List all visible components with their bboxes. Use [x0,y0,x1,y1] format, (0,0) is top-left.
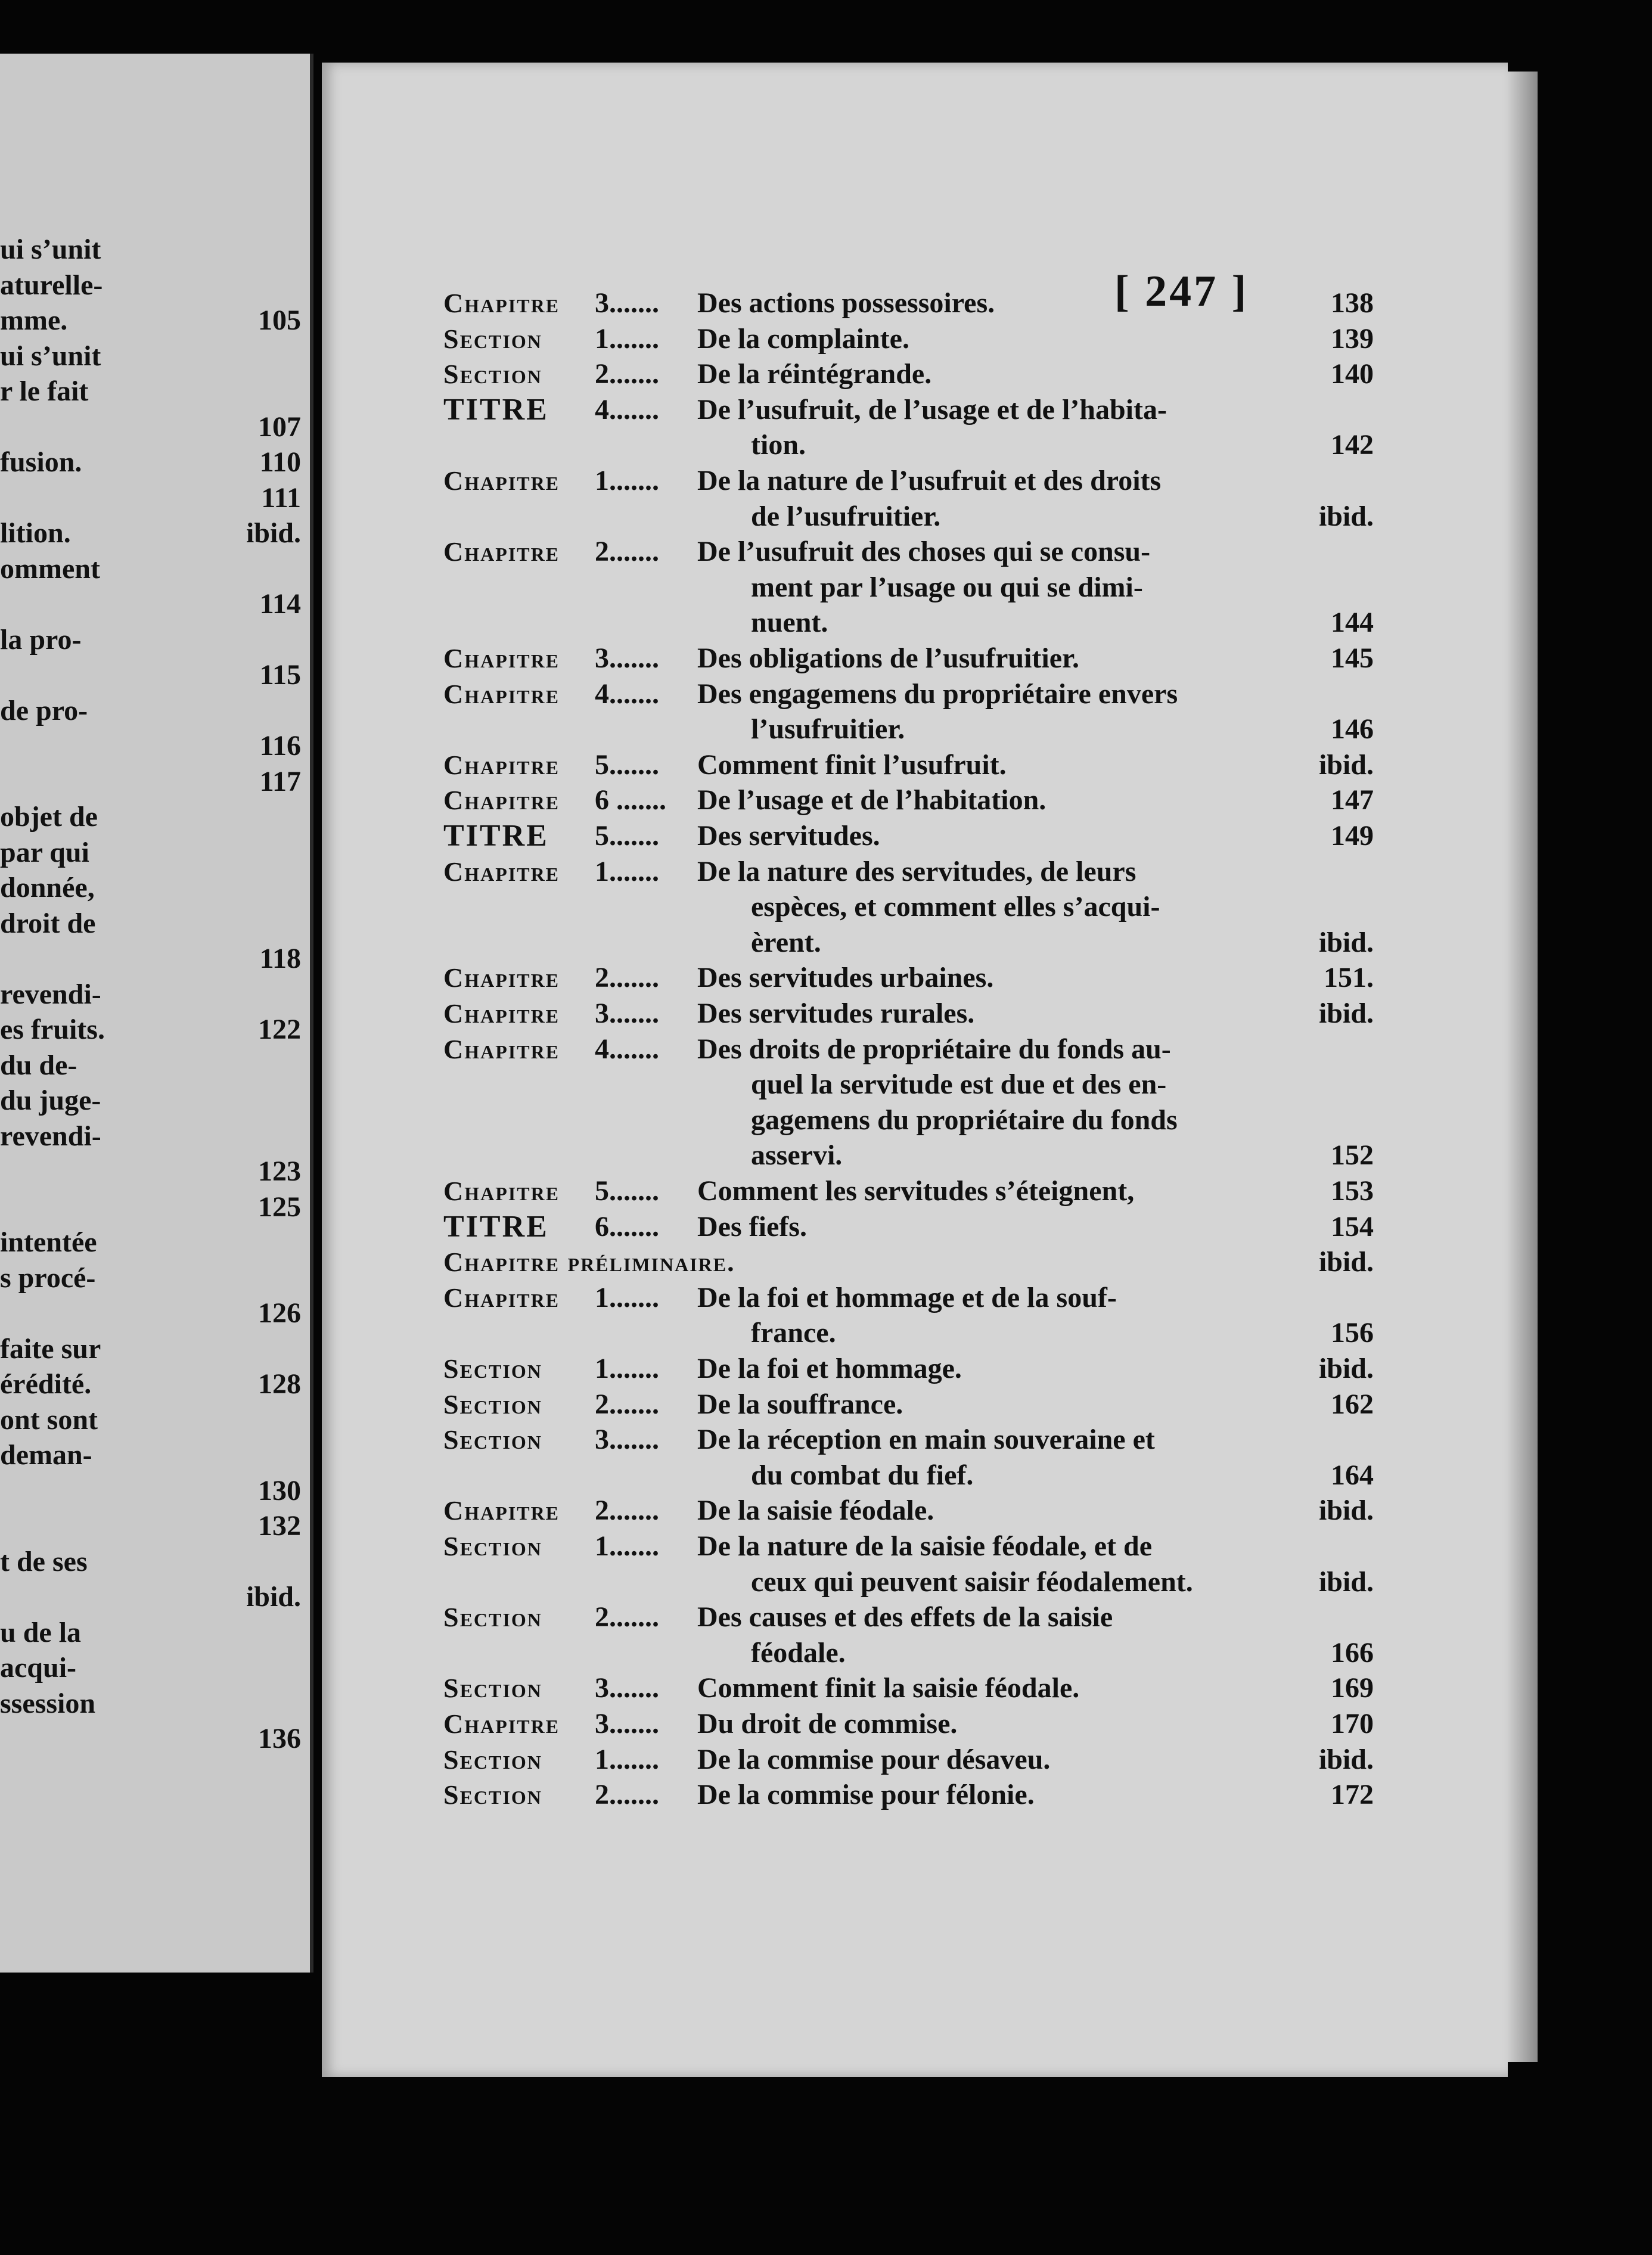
toc-entry-page: ibid. [1318,1246,1374,1278]
left-page-line-page: 122 [258,1014,301,1045]
toc-entry [322,464,1508,498]
left-page-line-page: 116 [259,730,301,762]
left-page-line [0,268,301,303]
left-page-line [0,835,301,870]
left-page-line [0,729,301,763]
toc-entry-page: 139 [1331,322,1374,355]
page-edge [1508,72,1538,2062]
toc-entry-label: Chapitre préliminaire. [443,1247,735,1278]
toc-entry-title: Du droit de commise. [697,1708,958,1740]
toc-entry-title: nuent. [751,607,828,639]
left-page-line-text: par qui [0,836,89,868]
toc-entry [322,286,1508,321]
toc-entry-number: 3....... [595,998,659,1029]
left-page-line-text: u de la [0,1616,82,1648]
toc-entry-title: Des engagemens du propriétaire envers [697,678,1178,710]
toc-entry-number: 4....... [595,678,659,710]
left-page-line [0,1048,301,1083]
toc-entry [322,1493,1508,1528]
left-page-line-text: t de ses [0,1545,88,1577]
toc-entry-number: 3....... [595,1672,659,1704]
toc-entry [322,783,1508,818]
toc-entry-title: du combat du fief. [751,1459,974,1491]
left-page-line-text: érédité. [0,1368,92,1400]
left-page-line-text: la pro- [0,623,82,656]
left-page-line [0,1651,301,1685]
toc-entry-page: 153 [1331,1175,1374,1207]
toc-entry [322,1067,1508,1102]
left-page-line-text: acqui- [0,1652,77,1684]
toc-entry-number: 2....... [595,536,659,568]
toc-entry [322,996,1508,1031]
toc-entry-label: TITRE [443,1209,549,1244]
toc-entry [322,1281,1508,1315]
toc-entry-title: De l’usufruit des choses qui se consu- [697,536,1151,568]
toc-entry-number: 2....... [595,1779,659,1811]
toc-entry-number: 2....... [595,962,659,994]
left-page-line-text: donnée, [0,872,95,903]
left-page-line-page: 126 [258,1297,301,1329]
toc-entry-label: TITRE [443,392,549,427]
left-page-line-text: s procé- [0,1262,96,1294]
right-page [322,63,1508,2077]
left-page-line-text: intentée [0,1226,97,1258]
left-page-line-page: 118 [259,943,301,974]
toc-entry-label: Chapitre [443,749,560,780]
toc-entry-title: De la commise pour désaveu. [697,1743,1051,1775]
toc-entry-number: 3....... [595,287,659,319]
toc-entry-number: 1....... [595,465,659,496]
left-page-line-page: 117 [259,765,301,797]
toc-entry-page: 172 [1331,1779,1374,1811]
toc-entry [322,1352,1508,1386]
toc-entry [322,1778,1508,1812]
left-page-line [0,552,301,586]
toc-entry-number: 5....... [595,1175,659,1207]
left-page-line [0,765,301,799]
toc-entry-page: ibid. [1318,500,1374,532]
toc-entry-title: èrent. [751,926,821,958]
toc-entry [322,677,1508,712]
toc-entry-title: asservi. [751,1139,843,1172]
toc-entry-number: 5....... [595,820,659,852]
left-page-line [0,977,301,1012]
toc-entry-title: De la souffrance. [697,1388,903,1420]
left-page-line [0,1438,301,1473]
toc-entry-page: 170 [1331,1708,1374,1740]
toc-entry-page: 154 [1331,1210,1374,1243]
toc-entry [322,322,1508,356]
toc-entry-number: 1....... [595,1743,659,1775]
toc-entry-title: De la nature des servitudes, de leurs [697,855,1136,887]
toc-entry-title: De la complainte. [697,322,909,355]
left-page-line-text: mme. [0,305,68,336]
left-page-line-page: 105 [258,305,301,336]
toc-entry-label: Section [443,1424,542,1455]
left-page-line-text: es fruits. [0,1014,105,1045]
toc-entry [322,1671,1508,1706]
toc-entry [322,1387,1508,1422]
left-page-line-text: objet de [0,801,98,833]
toc-entry [322,1245,1508,1279]
left-page-line-text: omment [0,552,100,585]
left-page-line [0,1012,301,1047]
left-page-line [0,587,301,622]
toc-entry-page: ibid. [1318,998,1374,1029]
toc-entry-label: Section [443,1744,542,1775]
toc-entry-page: ibid. [1318,1495,1374,1527]
toc-entry [322,357,1508,392]
toc-entry-title: Des fiefs. [697,1210,807,1243]
toc-entry-title: Des droits de propriétaire du fonds au- [697,1033,1171,1065]
toc-entry-title: quel la servitude est due et des en- [751,1069,1167,1101]
left-page-line [0,1616,301,1650]
toc-entry-number: 2....... [595,1495,659,1527]
toc-entry [322,393,1508,427]
left-page-line-text: revendi- [0,978,101,1010]
toc-entry-label: Section [443,359,542,390]
toc-entry [322,855,1508,889]
left-page-line [0,232,301,267]
toc-entry-label: Section [443,1353,542,1384]
toc-entry-page: 147 [1331,784,1374,816]
toc-entry [322,1316,1508,1350]
left-page-line-text: ui s’unit [0,340,101,372]
toc-entry-number: 1....... [595,1530,659,1562]
left-page-line [0,1580,301,1614]
left-page-line-page: 110 [259,446,301,478]
toc-entry-number: 1....... [595,322,659,355]
toc-entry-title: Des servitudes. [697,820,880,852]
toc-entry-number: 1....... [595,1281,659,1313]
left-page-line-text: r le fait [0,375,89,407]
toc-entry-title: de l’usufruitier. [751,500,941,532]
toc-entry-page: ibid. [1318,1566,1374,1598]
toc-entry-page: 164 [1331,1459,1374,1491]
toc-entry [322,1138,1508,1173]
left-page-line [0,800,301,834]
left-page-line-page: 107 [258,411,301,443]
left-page-line [0,1474,301,1508]
left-page-line-text: ont sont [0,1403,98,1436]
toc-entry-number: 4....... [595,1033,659,1065]
toc-entry-page: 144 [1331,607,1374,639]
toc-entry-title: france. [751,1317,836,1349]
left-page-line [0,1154,301,1189]
left-page-line [0,481,301,515]
left-page-line [0,374,301,409]
toc-entry-title: De l’usage et de l’habitation. [697,784,1047,816]
toc-entry-title: tion. [751,429,806,461]
toc-entry-title: De la nature de la saisie féodale, et de [697,1530,1153,1562]
left-page-line-page: ibid. [246,517,301,549]
toc-entry-title: Des actions possessoires. [697,287,995,319]
left-page-line-page: 128 [258,1368,301,1400]
toc-entry [322,1636,1508,1670]
left-page-line-page: ibid. [246,1581,301,1613]
toc-entry-title: Des causes et des effets de la saisie [697,1601,1113,1633]
toc-entry [322,1422,1508,1457]
toc-entry-title: féodale. [751,1636,846,1669]
left-page-line-page: 123 [258,1156,301,1187]
toc-entry-title: De la réception en main souveraine et [697,1424,1155,1456]
toc-entry-number: 1....... [595,855,659,887]
toc-entry-label: Section [443,1389,542,1420]
toc-entry [322,605,1508,640]
toc-entry-label: Chapitre [443,288,560,318]
toc-entry-page: 140 [1331,358,1374,390]
toc-entry-page: 152 [1331,1139,1374,1172]
toc-entry-title: De la saisie féodale. [697,1495,934,1527]
toc-entry-title: l’usufruitier. [751,713,905,746]
toc-entry-number: 5....... [595,748,659,781]
toc-entry-label: TITRE [443,819,549,853]
left-page-line-text: ui s’unit [0,234,101,265]
toc-entry [322,428,1508,462]
toc-entry-title: De la foi et hommage. [697,1353,962,1384]
toc-entry [322,535,1508,569]
left-page-line-page: 136 [258,1723,301,1754]
toc-entry-number: 4....... [595,393,659,425]
left-page-line [0,516,301,551]
toc-entry-number: 6 ....... [595,784,666,816]
left-page-line-page: 114 [259,588,301,620]
left-page-line [0,1190,301,1225]
left-page-line [0,694,301,728]
left-page-line-text: fusion. [0,446,82,478]
left-page-line [0,1686,301,1721]
toc-entry-label: Chapitre [443,643,560,673]
toc-entry-page: ibid. [1318,926,1374,958]
toc-entry-page: 149 [1331,820,1374,852]
toc-entry-label: Section [443,1531,542,1561]
left-page-line-page: 125 [258,1191,301,1223]
toc-entry-page: 138 [1331,287,1374,319]
toc-entry-title: De la nature de l’usufruit et des droits [697,465,1162,496]
left-page-line-page: 130 [258,1474,301,1507]
toc-entry [322,1458,1508,1493]
left-page-line [0,1403,301,1437]
toc-entry-label: Chapitre [443,962,560,993]
toc-entry-title: Des servitudes urbaines. [697,962,994,994]
toc-entry-label: Chapitre [443,998,560,1029]
left-page-line [0,623,301,657]
left-page-line-text: droit de [0,907,96,939]
toc-entry-number: 2....... [595,358,659,390]
toc-entry-label: Section [443,1673,542,1704]
left-page-line-text: aturelle- [0,269,103,301]
left-page-line [0,445,301,480]
toc-entry-title: ment par l’usage ou qui se dimi- [751,571,1143,603]
toc-entry-title: Des servitudes rurales. [697,998,975,1029]
left-page-line-page: 132 [258,1510,301,1542]
toc-entry [322,570,1508,605]
toc-entry [322,1032,1508,1067]
toc-entry-title: De la réintégrande. [697,358,932,390]
toc-entry-title: Comment finit l’usufruit. [697,748,1007,781]
left-page-line-text: ssession [0,1687,96,1719]
toc-entry-number: 6....... [595,1210,659,1243]
toc-entry-number: 3....... [595,1424,659,1456]
toc-entry [322,1103,1508,1138]
toc-entry-title: Comment finit la saisie féodale. [697,1672,1080,1704]
left-page-line [0,1083,301,1118]
left-page-line-text: du juge- [0,1085,101,1116]
toc-entry-label: Section [443,1602,542,1633]
toc-entry-label: Chapitre [443,856,560,887]
toc-entry-label: Chapitre [443,1176,560,1206]
toc-entry-label: Chapitre [443,785,560,816]
left-page-line [0,410,301,445]
left-page-line [0,1367,301,1402]
toc-entry-label: Chapitre [443,1709,560,1739]
toc-entry-page: 169 [1331,1672,1374,1704]
toc-entry [322,961,1508,995]
left-page-line [0,1722,301,1756]
toc-entry-title: ceux qui peuvent saisir féodalement. [751,1566,1193,1598]
toc-entry-number: 2....... [595,1601,659,1633]
left-page-line [0,1261,301,1296]
left-page [0,54,313,1973]
toc-entry-number: 3....... [595,1708,659,1740]
toc-entry-title: gagemens du propriétaire du fonds [751,1104,1178,1136]
toc-entry-title: De la commise pour félonie. [697,1779,1035,1811]
toc-entry-label: Chapitre [443,465,560,496]
toc-entry [322,1600,1508,1635]
toc-entry-page: ibid. [1318,1353,1374,1384]
toc-entry-label: Chapitre [443,536,560,567]
toc-entry [322,1707,1508,1741]
toc-entry [322,1565,1508,1599]
toc-entry [322,1174,1508,1209]
left-page-line-text: du de- [0,1049,77,1081]
toc-entry-number: 3....... [595,642,659,674]
left-page-line-text: lition. [0,517,71,549]
toc-entry-page: 146 [1331,713,1374,746]
toc-entry-page: 162 [1331,1388,1374,1420]
left-page-line-text: de pro- [0,694,88,726]
left-page-line-page: 115 [259,659,301,691]
toc-entry-title: Comment les servitudes s’éteignent, [697,1175,1135,1207]
left-page-line-text: revendi- [0,1120,101,1152]
toc-entry-page: ibid. [1318,748,1374,781]
left-page-line [0,942,301,976]
toc-entry-page: ibid. [1318,1743,1374,1775]
toc-entry [322,1529,1508,1564]
left-page-line [0,1545,301,1579]
toc-entry-label: Section [443,323,542,354]
toc-entry-page: 142 [1331,429,1374,461]
toc-entry [322,819,1508,853]
toc-entry-page: 166 [1331,1636,1374,1669]
toc-entry [322,641,1508,676]
toc-entry-page: 151. [1324,962,1374,994]
toc-entry-label: Chapitre [443,678,560,709]
toc-entry-label: Chapitre [443,1495,560,1526]
toc-entry-page: 145 [1331,642,1374,674]
toc-entry [322,1742,1508,1777]
left-page-line [0,906,301,941]
toc-entry [322,748,1508,782]
page-number: [ 247 ] [1114,267,1249,316]
toc-entry-title: De la foi et hommage et de la souf- [697,1281,1117,1313]
left-page-line [0,1119,301,1154]
toc-entry-label: Section [443,1779,542,1810]
toc-entry [322,1210,1508,1244]
left-page-line-page: 111 [261,482,301,514]
left-page-line [0,1332,301,1366]
toc-entry-title: De l’usufruit, de l’usage et de l’habita- [697,393,1167,425]
toc-entry-title: Des obligations de l’usufruitier. [697,642,1079,674]
toc-entry-label: Chapitre [443,1033,560,1064]
toc-entry-label: Chapitre [443,1282,560,1313]
toc-entry [322,712,1508,747]
left-page-line [0,1225,301,1260]
left-page-line [0,658,301,692]
toc-entry [322,499,1508,534]
toc-entry [322,925,1508,960]
left-page-line [0,339,301,374]
toc-entry [322,890,1508,924]
left-page-line [0,1296,301,1331]
toc-entry-number: 1....... [595,1353,659,1384]
left-page-line-text: faite sur [0,1332,101,1365]
left-page-line [0,303,301,338]
left-page-line-text: deman- [0,1439,92,1471]
left-page-line [0,1509,301,1543]
toc-entry-number: 2....... [595,1388,659,1420]
toc-entry-title: espèces, et comment elles s’acqui- [751,891,1160,923]
left-page-line [0,871,301,905]
toc-entry-page: 156 [1331,1317,1374,1349]
